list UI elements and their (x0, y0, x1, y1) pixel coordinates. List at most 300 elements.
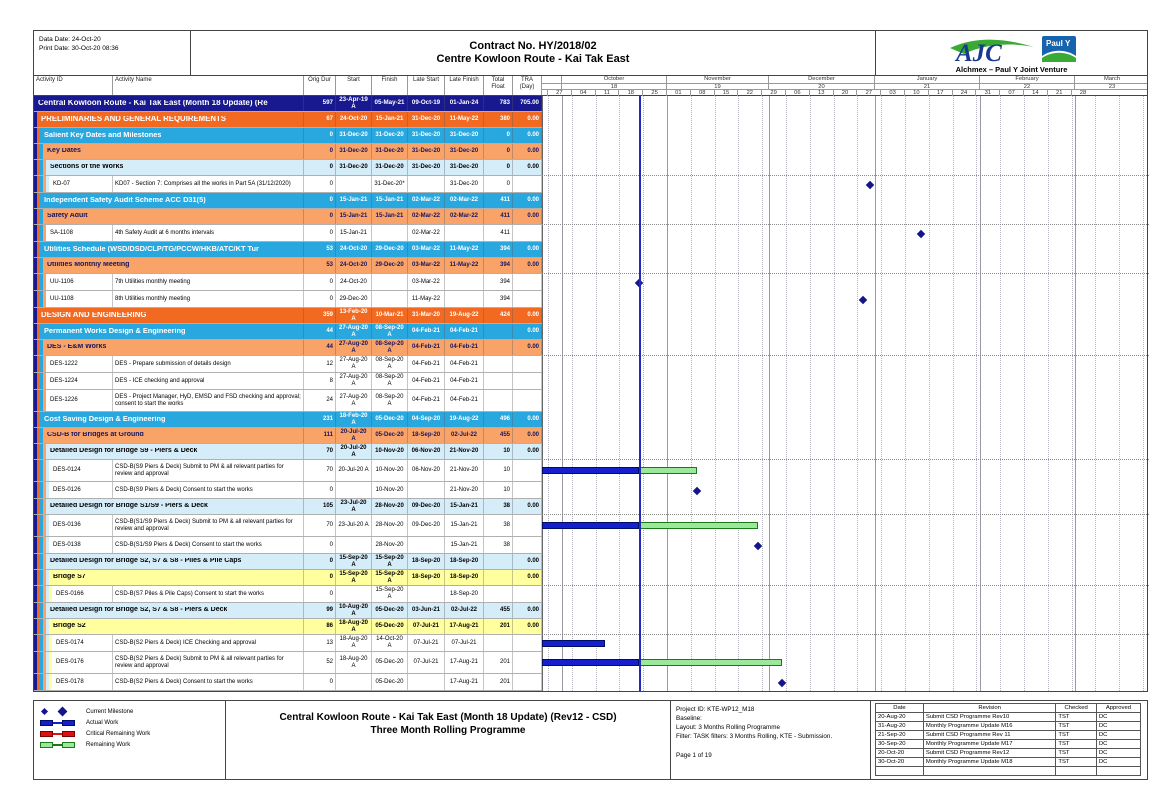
row-left-cells (34, 482, 542, 499)
total-float-cell: 201 (484, 619, 513, 634)
tra-cell: 705.00 (513, 96, 542, 111)
timeline-week-label: 27 (856, 90, 880, 96)
activity-id-cell: SA-1108 (46, 225, 113, 241)
orig-dur-cell: 70 (304, 460, 336, 481)
timeline-month-number: 22 (979, 84, 1074, 89)
timeline-week-label: 08 (690, 90, 714, 96)
milestone-diamond (778, 678, 786, 686)
row-left-cells (34, 390, 542, 412)
start-cell: 31-Dec-20 (336, 144, 372, 159)
milestone-diamond (693, 486, 701, 494)
wbs-band-cell (46, 160, 304, 175)
milestone-diamond (917, 229, 925, 237)
late-start-cell: 04-Feb-21 (408, 373, 445, 389)
timeline-week-label: 31 (975, 90, 999, 96)
total-float-cell: 411 (484, 193, 513, 208)
wbs-band-label: PRELIMINARIES AND GENERAL REQUIREMENTS (41, 116, 226, 123)
timeline-month-number: 20 (768, 84, 874, 89)
orig-dur-cell: 44 (304, 340, 336, 355)
late-finish-cell: 15-Jan-21 (445, 537, 484, 553)
wbs-band-cell (40, 128, 304, 143)
total-float-cell: 38 (484, 515, 513, 536)
column-header: TRA (Day) (513, 76, 542, 95)
revision-cell: DC (1096, 722, 1140, 731)
table-row (34, 242, 1147, 258)
gantt-row (542, 537, 1149, 554)
row-left-cells (34, 291, 542, 308)
wbs-band-cell (40, 242, 304, 257)
row-left-cells (34, 570, 542, 586)
total-float-cell (484, 586, 513, 602)
row-left-cells (34, 242, 542, 258)
revision-cell: DC (1096, 731, 1140, 740)
row-left-cells (34, 176, 542, 193)
activity-name-cell: CSD-B(S2 Piers & Deck) ICE Checking and approval (113, 635, 304, 651)
wbs-band-label: CSD-B for Bridges at Ground (47, 432, 144, 439)
finish-cell: 15-Jan-21 (372, 193, 408, 208)
finish-cell: 28-Nov-20 (372, 537, 408, 553)
finish-cell: 10-Nov-20 (372, 482, 408, 498)
start-cell: 20-Jul-20 A (336, 428, 372, 443)
legend-label: Critical Remaining Work (86, 730, 151, 737)
wbs-band-cell (49, 619, 304, 634)
layout-name: Layout: 3 Months Rolling Programme (676, 724, 780, 731)
start-cell: 27-Aug-20 A (336, 324, 372, 339)
finish-cell: 15-Sep-20 A (372, 570, 408, 585)
total-float-cell: 0 (484, 160, 513, 175)
start-cell: 27-Aug-20 A (336, 356, 372, 372)
late-start-cell: 31-Dec-20 (408, 128, 445, 143)
svg-text:Paul Y: Paul Y (1045, 39, 1070, 48)
row-left-cells (34, 499, 542, 515)
tra-cell (513, 176, 542, 192)
late-finish-cell: 18-Sep-20 (445, 570, 484, 585)
orig-dur-cell: 0 (304, 209, 336, 224)
wbs-band-label: DES - E&M Works (47, 344, 107, 351)
finish-cell: 31-Dec-20 (372, 128, 408, 143)
late-finish-cell: 04-Feb-21 (445, 390, 484, 411)
column-header: Activity ID (34, 76, 113, 95)
start-cell: 23-Jul-20 A (336, 515, 372, 536)
table-row (34, 356, 1147, 373)
activity-id-cell: DES-1222 (46, 356, 113, 372)
activity-id-cell: DES-0136 (49, 515, 113, 536)
wbs-band-label: Detailed Design for Bridge S2, S7 & S8 - Piers & Deck (50, 607, 228, 614)
row-left-cells (34, 258, 542, 274)
orig-dur-cell: 0 (304, 291, 336, 307)
gantt-row (542, 412, 1149, 428)
wbs-band-label: Sections of the Works (50, 164, 124, 171)
remaining-work-bar (639, 522, 758, 529)
tra-cell (513, 482, 542, 498)
row-left-cells (34, 652, 542, 674)
total-float-cell: 424 (484, 308, 513, 323)
timeline-week-label: 24 (952, 90, 976, 96)
late-start-cell: 09-Dec-20 (408, 515, 445, 536)
late-finish-cell: 18-Sep-20 (445, 554, 484, 569)
table-row (34, 112, 1147, 128)
table-row (34, 96, 1147, 112)
gantt-row (542, 176, 1149, 193)
revision-cell: Submit CSD Programme Rev 11 (923, 731, 1056, 740)
jv-name: Alchmex – Paul Y Joint Venture (955, 65, 1068, 74)
finish-cell: 29-Dec-20 (372, 242, 408, 257)
total-float-cell (484, 554, 513, 569)
finish-cell: 08-Sep-20 A (372, 373, 408, 389)
revision-cell: TST (1056, 749, 1096, 758)
finish-cell: 05-May-21 (372, 96, 408, 111)
late-start-cell (408, 176, 445, 192)
revision-cell (876, 767, 924, 776)
activity-name-cell: CSD-B(S9 Piers & Deck) Submit to PM & all relevant parties for review and approval (113, 460, 304, 481)
late-start-cell: 04-Feb-21 (408, 356, 445, 372)
activity-name-cell: CSD-B(S1/S9 Piers & Deck) Consent to start the works (113, 537, 304, 553)
gantt-row (542, 128, 1149, 144)
late-finish-cell: 02-Jul-22 (445, 603, 484, 618)
activity-name-cell: DES - ICE checking and approval (113, 373, 304, 389)
orig-dur-cell: 0 (304, 537, 336, 553)
total-float-cell: 10 (484, 444, 513, 459)
late-start-cell: 04-Feb-21 (408, 390, 445, 411)
wbs-band-cell (37, 112, 304, 127)
row-left-cells (34, 96, 542, 112)
timeline-month-number: 21 (874, 84, 979, 89)
total-float-cell: 201 (484, 674, 513, 690)
table-column-headers (34, 76, 542, 95)
wbs-band-cell (43, 428, 304, 443)
footer-info-block (671, 701, 871, 779)
tra-cell: 0.00 (513, 428, 542, 443)
late-finish-cell: 02-Mar-22 (445, 209, 484, 224)
revision-row (876, 713, 1141, 722)
gantt-row (542, 96, 1149, 112)
start-cell: 23-Apr-19 A (336, 96, 372, 111)
gantt-row (542, 603, 1149, 619)
revision-cell: Monthly Programme Update M17 (923, 740, 1056, 749)
milestone-icon (40, 708, 86, 715)
actual-work-bar (542, 659, 639, 666)
finish-cell: 08-Sep-20 A (372, 390, 408, 411)
late-start-cell: 07-Jul-21 (408, 635, 445, 651)
gantt-row (542, 291, 1149, 308)
column-header: Late Start (408, 76, 445, 95)
wbs-band-cell (46, 444, 304, 459)
wbs-band-cell (43, 340, 304, 355)
row-left-cells (34, 635, 542, 652)
orig-dur-cell: 231 (304, 412, 336, 427)
total-float-cell: 0 (484, 176, 513, 192)
row-left-cells (34, 674, 542, 691)
revision-header-row (876, 704, 1141, 713)
late-finish-cell: 21-Nov-20 (445, 460, 484, 481)
tra-cell: 0.00 (513, 308, 542, 323)
table-row (34, 412, 1147, 428)
timeline-month-number: 18 (561, 84, 666, 89)
orig-dur-cell: 105 (304, 499, 336, 514)
row-left-cells (34, 603, 542, 619)
row-left-cells (34, 193, 542, 209)
actual-work-bar (542, 467, 639, 474)
table-row (34, 570, 1147, 586)
filter-name: Filter: TASK filters: 3 Months Rolling, KTE - Submission. (676, 733, 833, 740)
row-left-cells (34, 373, 542, 390)
gantt-row (542, 112, 1149, 128)
late-finish-cell: 17-Aug-21 (445, 674, 484, 690)
late-finish-cell: 31-Dec-20 (445, 160, 484, 175)
column-header: Total Float (484, 76, 513, 95)
baseline: Baseline: (676, 715, 702, 722)
table-row (34, 128, 1147, 144)
project-name: Centre Kowloon Route - Kai Tak East (436, 53, 630, 65)
date-block (34, 31, 191, 75)
svg-text:AJC: AJC (955, 40, 1002, 66)
bar-icon (40, 720, 86, 726)
activity-name-cell: 8th Utilities monthly meeting (113, 291, 304, 307)
orig-dur-cell: 111 (304, 428, 336, 443)
finish-cell: 05-Dec-20 (372, 428, 408, 443)
late-finish-cell: 04-Feb-21 (445, 373, 484, 389)
start-cell: 24-Oct-20 (336, 274, 372, 290)
orig-dur-cell: 0 (304, 144, 336, 159)
revision-cell: TST (1056, 740, 1096, 749)
table-row (34, 160, 1147, 176)
late-start-cell: 03-Mar-22 (408, 274, 445, 290)
finish-cell (372, 274, 408, 290)
data-date-line (639, 96, 641, 691)
orig-dur-cell: 8 (304, 373, 336, 389)
late-start-cell: 18-Sep-20 (408, 554, 445, 569)
gantt-row (542, 258, 1149, 274)
total-float-cell: 38 (484, 537, 513, 553)
late-finish-cell: 15-Jan-21 (445, 515, 484, 536)
late-finish-cell: 21-Nov-20 (445, 482, 484, 498)
orig-dur-cell: 12 (304, 356, 336, 372)
start-cell: 18-Aug-20 A (336, 619, 372, 634)
late-finish-cell (445, 274, 484, 290)
gantt-row (542, 619, 1149, 635)
row-left-cells (34, 586, 542, 603)
activity-name-cell: CSD-B(S2 Piers & Deck) Submit to PM & all relevant parties for review and approval (113, 652, 304, 673)
orig-dur-cell: 52 (304, 652, 336, 673)
activity-id-cell: UU-1108 (46, 291, 113, 307)
table-row (34, 193, 1147, 209)
start-cell: 18-Aug-20 A (336, 635, 372, 651)
activity-name-cell: CSD-B(S7 Piles & Pile Caps) Consent to start the works (113, 586, 304, 602)
late-start-cell: 06-Nov-20 (408, 460, 445, 481)
finish-cell: 31-Dec-20 (372, 160, 408, 175)
legend-item (40, 739, 219, 750)
timeline-week-label: 10 (904, 90, 928, 96)
table-row (34, 652, 1147, 674)
timeline-month-label: February (979, 76, 1074, 83)
timeline-header (542, 76, 1147, 95)
gantt-row (542, 324, 1149, 340)
orig-dur-cell: 0 (304, 586, 336, 602)
tra-cell (513, 291, 542, 307)
gantt-body (33, 96, 1148, 692)
total-float-cell: 201 (484, 652, 513, 673)
row-left-cells (34, 324, 542, 340)
footer-title-line1: Central Kowloon Route - Kai Tak East (Month 18 Update) (Rev12 - CSD) (279, 712, 617, 723)
wbs-band-cell (43, 144, 304, 159)
late-start-cell: 18-Sep-20 (408, 570, 445, 585)
total-float-cell (484, 340, 513, 355)
timeline-week-label: 13 (809, 90, 833, 96)
wbs-band-label: DESIGN AND ENGINEERING (41, 312, 147, 319)
wbs-band-cell (46, 554, 304, 569)
row-left-cells (34, 356, 542, 373)
tra-cell (513, 652, 542, 673)
table-row (34, 460, 1147, 482)
timeline-week-label: 11 (595, 90, 619, 96)
footer-title-line2: Three Month Rolling Programme (370, 725, 526, 736)
revision-table (875, 703, 1141, 776)
timeline-week-label: 04 (571, 90, 595, 96)
tra-cell: 0.00 (513, 554, 542, 569)
wbs-band-label: Utilities Monthly Meeting (47, 262, 130, 269)
remaining-work-bar (639, 659, 782, 666)
gantt-row (542, 635, 1149, 652)
table-row (34, 144, 1147, 160)
late-finish-cell: 11-May-22 (445, 242, 484, 257)
late-start-cell: 04-Sep-20 (408, 412, 445, 427)
late-finish-cell: 19-Aug-22 (445, 308, 484, 323)
total-float-cell: 38 (484, 499, 513, 514)
late-finish-cell: 21-Nov-20 (445, 444, 484, 459)
revision-cell: TST (1056, 722, 1096, 731)
row-left-cells (34, 209, 542, 225)
gantt-row (542, 160, 1149, 176)
table-row (34, 390, 1147, 412)
tra-cell: 0.00 (513, 619, 542, 634)
late-finish-cell: 18-Sep-20 (445, 586, 484, 602)
legend-label: Current Milestone (86, 708, 134, 715)
activity-id-cell: UU-1106 (46, 274, 113, 290)
row-left-cells (34, 144, 542, 160)
timeline-month-number: 19 (666, 84, 768, 89)
gantt-row (542, 570, 1149, 586)
revision-cell: TST (1056, 731, 1096, 740)
orig-dur-cell: 70 (304, 444, 336, 459)
revision-cell: 20-Oct-20 (876, 749, 924, 758)
row-left-cells (34, 128, 542, 144)
wbs-band-label: Independent Safety Audit Scheme ACC D31(5) (44, 197, 206, 204)
page-footer (33, 700, 1148, 780)
tra-cell: 0.00 (513, 209, 542, 224)
table-row (34, 537, 1147, 554)
activity-id-cell: DES-1226 (46, 390, 113, 411)
diamond-large-icon (58, 707, 68, 717)
column-header: Start (336, 76, 372, 95)
row-left-cells (34, 225, 542, 242)
total-float-cell (484, 324, 513, 339)
row-left-cells (34, 274, 542, 291)
tra-cell: 0.00 (513, 160, 542, 175)
finish-cell: 29-Dec-20 (372, 258, 408, 273)
column-header: Orig Dur (304, 76, 336, 95)
orig-dur-cell: 0 (304, 570, 336, 585)
start-cell (336, 586, 372, 602)
total-float-cell: 380 (484, 112, 513, 127)
revision-cell: DC (1096, 749, 1140, 758)
orig-dur-cell: 44 (304, 324, 336, 339)
tra-cell: 0.00 (513, 340, 542, 355)
activity-name-cell: KD07 - Section 7: Comprises all the works in Part 5A (31/12/2020) (113, 176, 304, 192)
table-row (34, 444, 1147, 460)
start-cell: 24-Oct-20 (336, 112, 372, 127)
late-start-cell: 03-Jun-21 (408, 603, 445, 618)
wbs-band-cell (40, 324, 304, 339)
activity-id-cell: DES-0174 (52, 635, 113, 651)
timeline-week-label: 28 (1071, 90, 1095, 96)
start-cell: 15-Jan-21 (336, 209, 372, 224)
revision-cell (1056, 767, 1096, 776)
wbs-band-label: Cost Saving Design & Engineering (44, 416, 166, 423)
finish-cell: 05-Dec-20 (372, 674, 408, 690)
late-start-cell: 04-Feb-21 (408, 324, 445, 339)
wbs-band-cell (49, 570, 304, 585)
column-header: Late Finish (445, 76, 484, 95)
total-float-cell (484, 635, 513, 651)
gantt-row (542, 482, 1149, 499)
gantt-row (542, 193, 1149, 209)
tra-cell: 0.00 (513, 258, 542, 273)
late-start-cell: 07-Jul-21 (408, 619, 445, 634)
activity-name-cell: 4th Safety Audit at 6 months intervals (113, 225, 304, 241)
finish-cell: 10-Mar-21 (372, 308, 408, 323)
late-start-cell (408, 482, 445, 498)
column-header: Activity Name (113, 76, 304, 95)
late-finish-cell: 31-Dec-20 (445, 144, 484, 159)
total-float-cell (484, 390, 513, 411)
revision-row (876, 758, 1141, 767)
gantt-row (542, 356, 1149, 373)
timeline-week-label: 14 (1023, 90, 1047, 96)
table-row (34, 274, 1147, 291)
tra-cell: 0.00 (513, 499, 542, 514)
late-finish-cell (445, 291, 484, 307)
row-left-cells (34, 444, 542, 460)
gantt-row (542, 308, 1149, 324)
late-start-cell: 03-Mar-22 (408, 242, 445, 257)
project-id: Project ID: KTE-WP12_M18 (676, 706, 755, 713)
jv-logo-icon (946, 34, 1078, 66)
activity-name-cell: CSD-B(S9 Piers & Deck) Consent to start the works (113, 482, 304, 498)
finish-cell: 14-Oct-20 A (372, 635, 408, 651)
table-row (34, 482, 1147, 499)
table-row (34, 635, 1147, 652)
tra-cell (513, 674, 542, 690)
finish-cell: 31-Dec-20 (372, 144, 408, 159)
legend-label: Actual Work (86, 719, 119, 726)
table-row (34, 515, 1147, 537)
late-start-cell: 09-Dec-20 (408, 499, 445, 514)
table-row (34, 225, 1147, 242)
late-start-cell: 31-Dec-20 (408, 144, 445, 159)
tra-cell (513, 390, 542, 411)
orig-dur-cell: 86 (304, 619, 336, 634)
activity-name-cell: CSD-B(S2 Piers & Deck) Consent to start the works (113, 674, 304, 690)
legend (34, 701, 226, 779)
late-finish-cell: 15-Jan-21 (445, 499, 484, 514)
diamond-small-icon (41, 708, 48, 715)
wbs-band-cell (34, 96, 304, 111)
milestone-diamond (859, 295, 867, 303)
gantt-row (542, 499, 1149, 515)
timeline-month-label: January (874, 76, 979, 83)
orig-dur-cell: 24 (304, 390, 336, 411)
orig-dur-cell: 0 (304, 482, 336, 498)
